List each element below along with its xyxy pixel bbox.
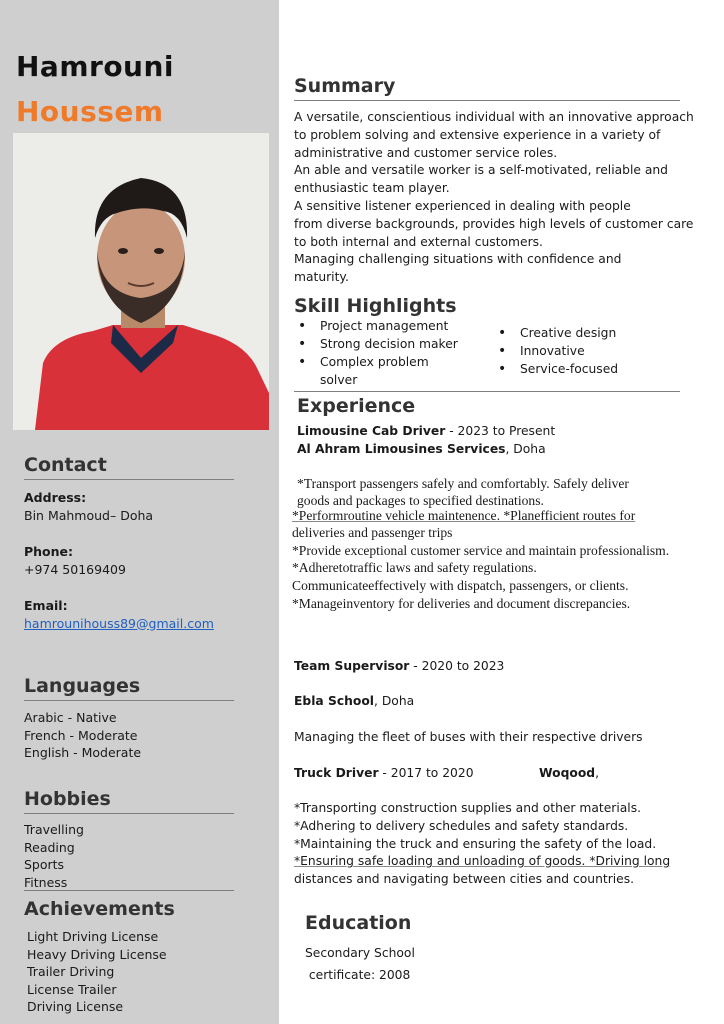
hobby-item: Fitness (24, 874, 68, 890)
email-link[interactable]: hamrounihouss89@gmail.com (24, 615, 214, 631)
job1-title-row (297, 423, 555, 441)
skills-list-left (294, 317, 469, 389)
job3-dates: - 2017 to 2020 (378, 766, 474, 780)
summary-divider (294, 100, 680, 101)
education-line: Secondary School (305, 946, 415, 960)
job3-company-row (539, 765, 599, 783)
job2-dates: - 2020 to 2023 (409, 659, 505, 673)
job3-company-suffix: , (595, 766, 599, 780)
languages-divider (24, 700, 234, 701)
education-text (305, 945, 415, 985)
job1-line: *Transport passengers safely and comfortably. Safely deliver (297, 476, 629, 491)
job2-company-row (294, 693, 414, 711)
summary-heading: Summary (294, 75, 396, 97)
job2-title: Team Supervisor (294, 659, 410, 673)
summary-line: Managing challenging situations with confidence and (294, 252, 622, 267)
job3-line: *Adhering to delivery schedules and safety standards. (294, 818, 629, 833)
first-name: Hamrouni (16, 50, 175, 83)
job3-company: Woqood (539, 766, 596, 780)
achievement-item: License Trailer (27, 981, 117, 997)
hobbies-bottom-divider (24, 890, 234, 891)
job2-description: Managing the fleet of buses with their respective drivers (294, 730, 643, 744)
hobbies-list (24, 821, 84, 891)
job3-lines (294, 800, 670, 889)
job3-line: *Maintaining the truck and ensuring the safety of the load. (294, 836, 657, 851)
summary-line: An able and versatile worker is a self-motivated, reliable and (294, 163, 668, 178)
skill-item: • Innovative (494, 342, 674, 360)
hobby-item: Sports (24, 857, 65, 872)
job1-line: Communicateeffectively with dispatch, passengers, or clients. (292, 578, 629, 593)
contact-divider (24, 479, 234, 480)
experience-heading: Experience (297, 395, 416, 417)
language-item: French - Moderate (24, 727, 138, 743)
job1-header (297, 423, 555, 459)
job1-line: goods and packages to specified destinations. (297, 493, 544, 508)
job2-company: Ebla School (294, 694, 375, 708)
achievement-item: Trailer Driving (27, 964, 115, 979)
job2-title-row (294, 658, 504, 676)
skill-item: • Service-focused (494, 360, 674, 378)
education-heading: Education (305, 912, 412, 934)
address-label: Address: (24, 490, 87, 505)
achievement-item: Heavy Driving License (27, 946, 167, 962)
skills-divider (294, 391, 680, 392)
summary-line: enthusiastic team player. (294, 181, 450, 196)
job1-company-row (297, 441, 555, 459)
summary-line: to both internal and external customers. (294, 234, 543, 249)
job1-line: *Adheretotraffic laws and safety regulations. (292, 560, 537, 575)
achievement-item: Driving License (27, 999, 124, 1014)
address-value: Bin Mahmoud– Doha (24, 507, 154, 523)
skill-item: • Creative design (494, 324, 674, 342)
skills-heading: Skill Highlights (294, 295, 457, 317)
last-name: Houssem (16, 95, 164, 128)
job3-line: *Transporting construction supplies and other materials. (294, 801, 642, 815)
job1-line: *Manageinventory for deliveries and document discrepancies. (292, 596, 631, 611)
achievement-item: Light Driving License (27, 929, 159, 944)
summary-line: from diverse backgrounds, provides high levels of customer care (294, 216, 694, 231)
hobbies-heading: Hobbies (24, 788, 111, 810)
job1-location: , Doha (505, 441, 546, 456)
phone-block (24, 543, 126, 578)
address-block (24, 489, 153, 524)
languages-list (24, 709, 141, 762)
job1-line: *Performroutine vehicle maintenence. *Planefficient routes for (292, 508, 636, 523)
summary-line: A versatile, conscientious individual with an innovative approach (294, 110, 694, 124)
hobbies-divider (24, 813, 234, 814)
phone-value: +974 50169409 (24, 561, 126, 577)
skill-item: • Project management (294, 317, 469, 335)
profile-photo (13, 133, 269, 430)
languages-heading: Languages (24, 675, 141, 697)
language-item: Arabic - Native (24, 710, 117, 725)
job1-company: Al Ahram Limousines Services (297, 441, 506, 456)
job3-line: distances and navigating between cities and countries. (294, 872, 635, 887)
job1-line: *Provide exceptional customer service and maintain professionalism. (292, 543, 670, 558)
summary-line: administrative and customer service roles. (294, 145, 558, 160)
summary-line: to problem solving and extensive experience in a variety of (294, 127, 661, 142)
job3-title-row (294, 765, 474, 783)
job2-location: , Doha (374, 694, 415, 708)
achievements-heading: Achievements (24, 898, 175, 920)
contact-heading: Contact (24, 454, 107, 476)
job1-dates: - 2023 to Present (445, 424, 556, 438)
job1-line: deliveries and passenger trips (292, 525, 453, 540)
achievements-list (27, 928, 167, 1016)
education-line: certificate: 2008 (305, 967, 411, 982)
hobby-item: Reading (24, 839, 75, 855)
summary-text (294, 109, 694, 287)
skills-list-right (494, 324, 674, 378)
phone-label: Phone: (24, 544, 74, 559)
hobby-item: Travelling (24, 822, 84, 837)
summary-line: A sensitive listener experienced in dealing with people (294, 198, 631, 213)
job3-title: Truck Driver (294, 766, 379, 780)
skill-item: • Strong decision maker (294, 335, 469, 353)
language-item: English - Moderate (24, 745, 142, 760)
job3-line: *Ensuring safe loading and unloading of goods. *Driving long (294, 854, 671, 869)
email-label: Email: (24, 598, 68, 613)
job1-title: Limousine Cab Driver (297, 424, 446, 438)
summary-line: maturity. (294, 270, 349, 285)
skill-item: • Complex problem solver (294, 353, 440, 389)
email-block (24, 597, 214, 632)
